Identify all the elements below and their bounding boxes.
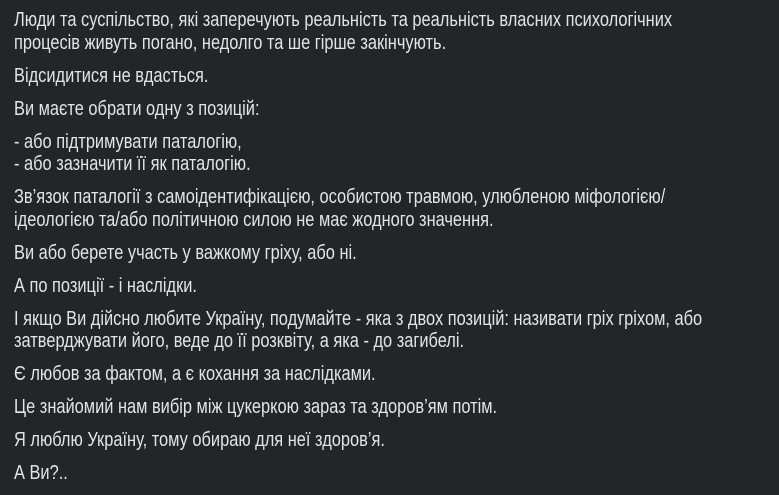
paragraph: [14, 65, 765, 88]
paragraph: [14, 98, 765, 121]
paragraph: [14, 242, 765, 265]
paragraph: [14, 9, 765, 54]
bullet-line: - або зазначити її як паталогію.: [14, 153, 251, 175]
text-line: ідеологією та/або політичною силою не має жодного значення.: [14, 208, 494, 231]
text-line: Я люблю Україну, тому обираю для неї здоров’я.: [14, 429, 385, 451]
paragraph: [14, 429, 765, 452]
text-line: Люди та суспільство, які заперечують реальність та реальність власних психологічних: [14, 9, 673, 31]
text-line: Ви або берете участь у важкому гріху, або ні.: [14, 241, 357, 264]
paragraph: [14, 275, 765, 298]
paragraph: [14, 363, 765, 386]
paragraph: [14, 186, 765, 231]
text-line: Зв’язок паталогії з самоідентифікацією, особистою травмою, улюбленою міфологією/: [14, 186, 666, 208]
bullet-line: - або підтримувати паталогію,: [14, 130, 242, 153]
text-line: А Ви?..: [14, 462, 68, 484]
text-line: І якщо Ви дійсно любите Україну, подумайте - яка з двох позицій: називати гріх гріхом, або: [14, 307, 703, 330]
paragraph-bullet-list: [14, 131, 765, 176]
text-line: А по позиції - і наслідки.: [14, 274, 197, 297]
text-line: Відсидитися не вдасться.: [14, 64, 209, 87]
text-line: затверджувати його, веде до її розквіту, а яка - до загибелі.: [14, 330, 465, 352]
text-line: процесів живуть погано, недолго та ше гірше закінчують.: [14, 31, 447, 54]
text-line: Ви маєте обрати одну з позицій:: [14, 97, 260, 120]
text-line: Є любов за фактом, а є кохання за наслідками.: [14, 363, 376, 385]
paragraph: [14, 396, 765, 419]
text-line: Це знайомий нам вибір між цукеркою зараз та здоров’ям потім.: [14, 396, 498, 418]
paragraph: [14, 462, 765, 485]
paragraph: [14, 308, 765, 353]
